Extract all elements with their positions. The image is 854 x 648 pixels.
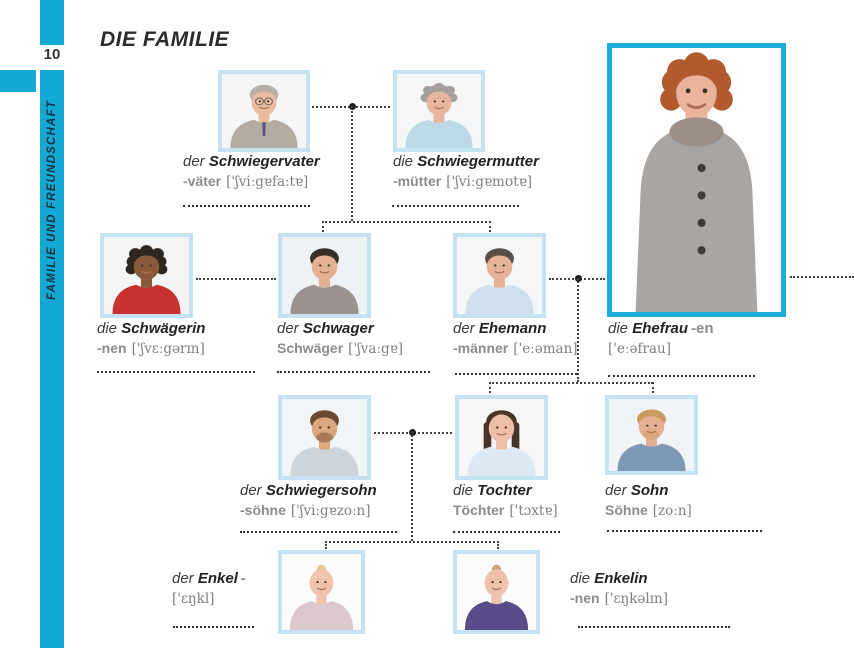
plural-ipa — [570, 589, 668, 608]
noun: Ehefrau — [632, 320, 689, 337]
writing-line — [455, 373, 577, 375]
writing-line — [277, 371, 430, 373]
connector-line — [325, 541, 499, 543]
connector-line — [325, 541, 327, 549]
term — [172, 570, 246, 588]
noun: Schwager — [302, 320, 374, 337]
plural-ipa — [183, 172, 320, 191]
ipa: ['ʃvɛːgərɪn] — [131, 341, 205, 357]
label-sohn — [605, 482, 692, 520]
article: der — [183, 153, 205, 170]
noun: Schwiegersohn — [265, 482, 377, 499]
connector-line — [322, 221, 491, 223]
noun: Schwägerin — [121, 320, 206, 337]
plural: - — [240, 570, 246, 587]
plural: -nen — [570, 590, 600, 606]
term — [570, 570, 668, 588]
noun: Schwiegervater — [208, 153, 320, 170]
label-schwiegermutter — [393, 153, 539, 191]
label-schwiegervater — [183, 153, 320, 191]
photo-schwiegermutter — [393, 70, 485, 152]
ipa: [zoːn] — [652, 503, 692, 519]
page-title: DIE FAMILIE — [100, 28, 230, 51]
label-schwager — [277, 320, 403, 358]
connector-line — [489, 382, 653, 384]
connector-line — [489, 382, 491, 393]
label-schwaegerin — [97, 320, 205, 358]
label-ehemann — [453, 320, 578, 358]
noun: Enkelin — [594, 570, 648, 587]
plural: -söhne — [240, 502, 286, 518]
writing-line — [607, 530, 762, 532]
ipa: ['ʃvaːgɐ] — [348, 341, 403, 357]
connector-line — [322, 221, 324, 232]
label-schwiegersohn — [240, 482, 377, 520]
connector-line — [196, 278, 276, 280]
article: die — [97, 320, 118, 337]
plural-ipa — [453, 501, 558, 520]
plural: -en — [691, 320, 714, 337]
photo-schwager — [278, 233, 371, 318]
plural: -mütter — [393, 173, 442, 189]
plural-ipa — [453, 339, 578, 358]
label-tochter — [453, 482, 558, 520]
label-ehefrau — [608, 320, 714, 358]
connector-line — [497, 541, 499, 549]
noun: Enkel — [197, 570, 238, 587]
term — [277, 320, 403, 338]
term — [453, 320, 578, 338]
photo-schwiegersohn — [278, 395, 371, 480]
writing-line — [578, 626, 730, 628]
term — [97, 320, 205, 338]
sidebar-chapter-label: FAMILIE UND FREUNDSCHAFT — [46, 100, 58, 301]
sidebar-accent-bar — [0, 70, 36, 92]
plural-ipa — [393, 172, 539, 191]
ipa: ['ɛŋkəlɪn] — [604, 591, 668, 607]
ipa: ['eːəfrau] — [608, 341, 671, 357]
plural: Schwäger — [277, 340, 344, 356]
photo-tochter — [455, 395, 548, 480]
noun: Tochter — [477, 482, 532, 499]
writing-line — [173, 626, 254, 628]
plural-ipa — [97, 339, 205, 358]
writing-line — [392, 205, 519, 207]
article: der — [605, 482, 627, 499]
plural-ipa — [277, 339, 403, 358]
article: der — [172, 570, 194, 587]
photo-ehefrau — [607, 43, 786, 317]
plural: -väter — [183, 173, 222, 189]
article: der — [240, 482, 262, 499]
article: die — [453, 482, 474, 499]
connector-line — [489, 221, 491, 232]
writing-line — [608, 375, 755, 377]
plural: Töchter — [453, 502, 505, 518]
writing-line — [240, 531, 397, 533]
plural-ipa — [605, 501, 692, 520]
photo-ehemann — [453, 233, 546, 318]
connector-line — [411, 432, 413, 541]
ipa: ['ʃviːgɐzoːn] — [290, 503, 371, 519]
ipa: ['ʃviːgɐfaːtɐ] — [226, 174, 309, 190]
plural-ipa — [240, 501, 377, 520]
ipa: ['ɛŋkl] — [172, 591, 215, 607]
connector-line — [652, 382, 654, 393]
writing-line — [453, 531, 560, 533]
article: die — [570, 570, 591, 587]
writing-line — [97, 371, 255, 373]
label-enkelin — [570, 570, 668, 608]
plural: Söhne — [605, 502, 648, 518]
ipa: ['tɔxtɐ] — [509, 503, 558, 519]
photo-enkel — [278, 550, 365, 634]
label-enkel — [172, 570, 246, 608]
noun: Schwiegermutter — [417, 153, 539, 170]
term — [608, 320, 714, 338]
page-number: 10 — [43, 46, 61, 63]
article: die — [608, 320, 629, 337]
ipa: ['eːəman] — [513, 341, 578, 357]
ipa: ['ʃviːgɐmʊtɐ] — [446, 174, 532, 190]
photo-sohn — [605, 395, 698, 475]
writing-line — [183, 205, 310, 207]
term — [240, 482, 377, 500]
article: der — [277, 320, 299, 337]
article: die — [393, 153, 414, 170]
sidebar-accent-top — [40, 0, 64, 45]
photo-enkelin — [453, 550, 540, 634]
noun: Ehemann — [478, 320, 547, 337]
plural-ipa — [172, 589, 246, 608]
plural: -nen — [97, 340, 127, 356]
connector-line — [351, 106, 353, 221]
plural: -männer — [453, 340, 509, 356]
term — [605, 482, 692, 500]
term — [453, 482, 558, 500]
photo-schwaegerin — [100, 233, 193, 318]
photo-schwiegervater — [218, 70, 310, 152]
term — [393, 153, 539, 171]
noun: Sohn — [630, 482, 669, 499]
article: der — [453, 320, 475, 337]
term — [183, 153, 320, 171]
connector-line — [790, 276, 854, 278]
plural-ipa — [608, 339, 714, 358]
